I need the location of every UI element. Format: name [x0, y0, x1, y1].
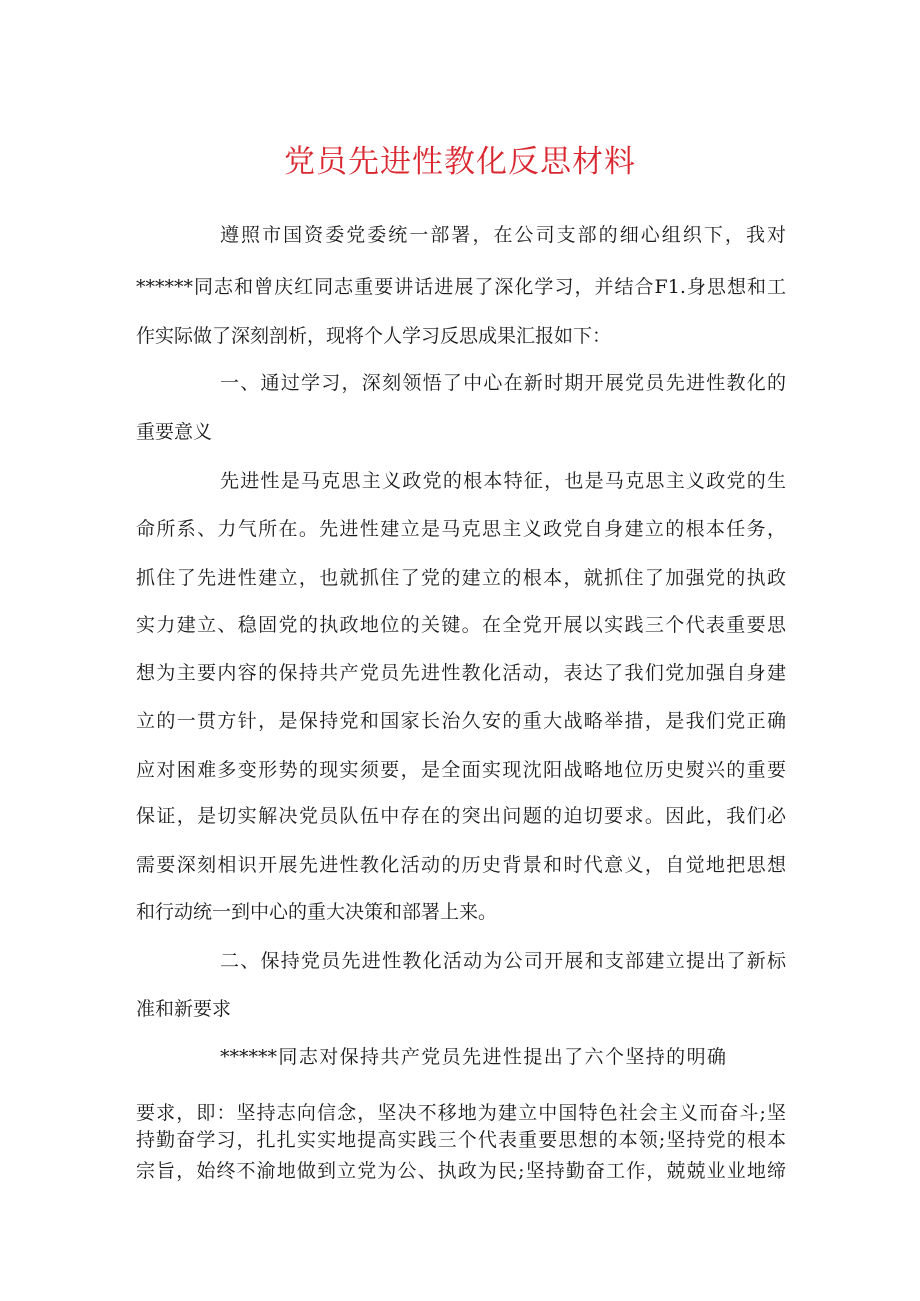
paragraph-2-line-5: 想为主要内容的保持共产党员先进性教化活动，表达了我们党加强自身建 [136, 662, 786, 684]
paragraph-2-line-4: 实力建立、稳固党的执政地位的关键。在全党开展以实践三个代表重要思 [136, 614, 786, 636]
paragraph-1-line-1: 遵照市国资委党委统一部署，在公司支部的细心组织下，我对 [220, 224, 786, 246]
paragraph-2-line-1: 先进性是马克思主义政党的根本特征，也是马克思主义政党的生 [220, 470, 786, 492]
paragraph-2-line-7: 应对困难多变形势的现实须要，是全面实现沈阳战略地位历史熨兴的重要 [136, 759, 786, 781]
paragraph-3-line-3: 持勤奋学习，扎扎实实地提高实践三个代表重要思想的本领;坚持党的根本 [136, 1129, 786, 1151]
heading-2-line-1: 二、保持党员先进性教化活动为公司开展和支部建立提出了新标 [220, 950, 786, 972]
paragraph-2-line-2: 命所系、力气所在。先进性建立是马克思主义政党自身建立的根本任务， [136, 518, 786, 540]
paragraph-1-line-2: ******同志和曾庆红同志重要讲话进展了深化学习，并结合F1.身思想和工 [136, 276, 786, 298]
paragraph-3-line-4: 宗旨，始终不渝地做到立党为公、执政为民;坚持勤奋工作，兢兢业业地缔 [136, 1160, 786, 1182]
paragraph-2-line-8: 保证，是切实解决党员队伍中存在的突出问题的迫切要求。因此，我们必 [136, 805, 786, 827]
paragraph-1-line-3: 作实际做了深刻剖析，现将个人学习反思成果汇报如下： [136, 325, 612, 347]
paragraph-3-line-2: 要求，即：坚持志向信念，坚决不移地为建立中国特色社会主义而奋斗;坚 [136, 1102, 786, 1124]
document-title: 党员先进性教化反思材料 [284, 144, 636, 180]
heading-1-line-2: 重要意义 [136, 421, 213, 443]
paragraph-3-line-1: ******同志对保持共产党员先进性提出了六个坚持的明确 [220, 1046, 726, 1068]
paragraph-2-line-10: 和行动统一到中心的重大决策和部署上来。 [136, 901, 498, 923]
heading-1-line-1: 一、通过学习，深刻领悟了中心在新时期开展党员先进性教化的 [220, 372, 786, 394]
paragraph-2-line-3: 抓住了先进性建立，也就抓住了党的建立的根本，就抓住了加强党的执政 [136, 567, 786, 589]
paragraph-2-line-9: 需要深刻相识开展先进性教化活动的历史背景和时代意义，自觉地把思想 [136, 854, 786, 876]
heading-2-line-2: 准和新要求 [136, 998, 232, 1020]
paragraph-2-line-6: 立的一贯方针，是保持党和国家长治久安的重大战略举措，是我们党正确 [136, 710, 786, 732]
